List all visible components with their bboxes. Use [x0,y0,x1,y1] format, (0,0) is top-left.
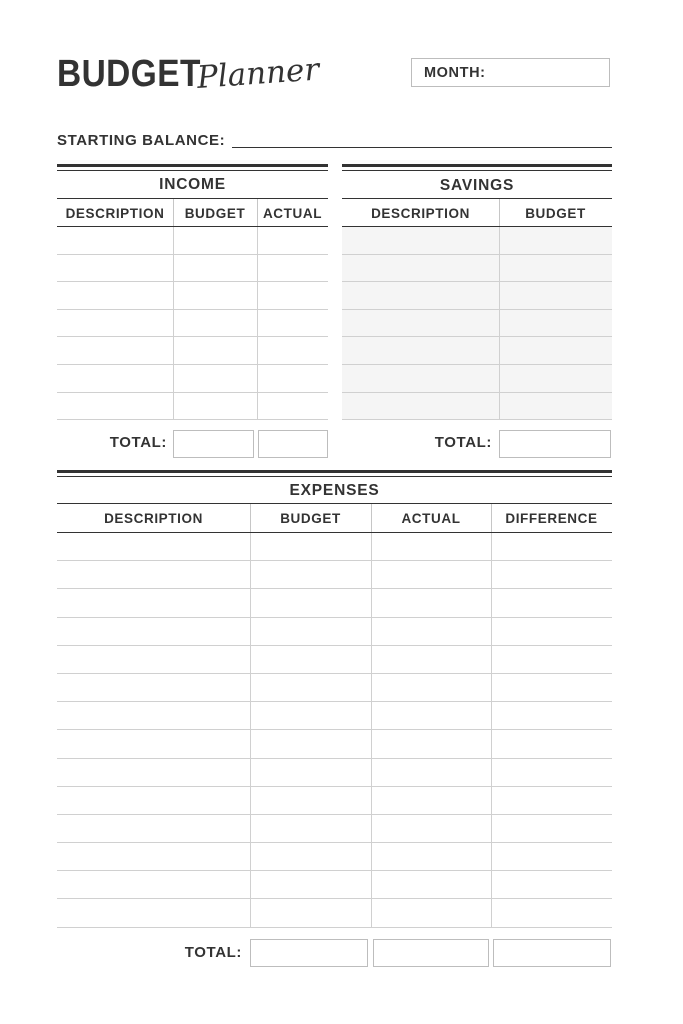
savings-row [342,254,612,282]
savings-total-budget-field[interactable] [499,430,611,458]
savings-row [342,364,612,392]
expenses-cell[interactable] [250,673,371,701]
income-cell[interactable] [173,254,257,282]
expenses-cell[interactable] [371,533,491,561]
expenses-cell[interactable] [491,814,612,842]
savings-title: SAVINGS [439,177,515,194]
expenses-row [57,899,612,927]
income-total-actual-field[interactable] [258,430,328,458]
income-row [57,364,328,392]
expenses-cell[interactable] [491,786,612,814]
savings-cell[interactable] [499,364,612,392]
income-title-rule [57,198,328,199]
expenses-cell[interactable] [491,673,612,701]
income-cell[interactable] [173,337,257,365]
expenses-cell[interactable] [491,899,612,927]
expenses-row [57,645,612,673]
expenses-cell[interactable] [371,899,491,927]
income-row [57,392,328,420]
savings-title-rule [342,198,612,199]
savings-table [342,227,612,420]
expenses-cell[interactable] [250,645,371,673]
expenses-total-actual-field[interactable] [373,939,489,967]
expenses-cell[interactable] [57,589,250,617]
expenses-row [57,786,612,814]
savings-header-divider [499,199,500,226]
month-field[interactable] [411,58,610,87]
income-col-budget: BUDGET [184,206,246,221]
expenses-cell[interactable] [491,617,612,645]
income-cell[interactable] [57,282,173,310]
savings-col-description: DESCRIPTION [371,206,470,221]
expenses-cell[interactable] [491,702,612,730]
income-cell[interactable] [57,337,173,365]
savings-col-budget: BUDGET [525,206,586,221]
income-cell[interactable] [257,392,328,420]
expenses-cell[interactable] [57,871,250,899]
expenses-cell[interactable] [57,533,250,561]
income-cell[interactable] [257,309,328,337]
expenses-total-label: TOTAL: [184,944,242,961]
savings-cell[interactable] [499,337,612,365]
expenses-col-description: DESCRIPTION [104,511,203,526]
expenses-cell[interactable] [491,730,612,758]
income-cell[interactable] [173,392,257,420]
income-total-label: TOTAL: [109,434,167,451]
expenses-title-rule [57,503,612,504]
savings-row [342,337,612,365]
savings-total-label: TOTAL: [434,434,492,451]
starting-balance-field[interactable] [232,147,612,148]
expenses-cell[interactable] [491,533,612,561]
expenses-cell[interactable] [250,617,371,645]
expenses-cell[interactable] [250,843,371,871]
page-title: BUDGET [57,53,201,95]
expenses-row [57,702,612,730]
expenses-cell[interactable] [250,899,371,927]
expenses-cell[interactable] [57,899,250,927]
expenses-cell[interactable] [250,702,371,730]
expenses-cell[interactable] [491,645,612,673]
expenses-cell[interactable] [57,786,250,814]
expenses-row [57,871,612,899]
expenses-row [57,843,612,871]
expenses-cell[interactable] [250,561,371,589]
expenses-cell[interactable] [371,786,491,814]
savings-cell[interactable] [342,337,499,365]
expenses-row [57,814,612,842]
expenses-cell[interactable] [57,702,250,730]
savings-cell[interactable] [499,392,612,420]
expenses-cell[interactable] [57,617,250,645]
expenses-cell[interactable] [371,758,491,786]
expenses-header-divider [491,504,492,532]
income-top-rule-thin [57,170,328,171]
savings-cell[interactable] [342,227,499,254]
income-cell[interactable] [257,282,328,310]
expenses-top-rule-thin [57,476,612,477]
income-cell[interactable] [257,254,328,282]
expenses-row [57,758,612,786]
savings-row [342,392,612,420]
income-cell[interactable] [257,337,328,365]
expenses-cell[interactable] [57,843,250,871]
expenses-cell[interactable] [371,645,491,673]
income-col-actual: ACTUAL [262,206,323,221]
expenses-table [57,533,612,928]
expenses-cell[interactable] [57,730,250,758]
savings-cell[interactable] [499,282,612,310]
expenses-cell[interactable] [491,843,612,871]
expenses-title: EXPENSES [289,482,380,499]
income-cell[interactable] [57,364,173,392]
income-col-description: DESCRIPTION [65,206,165,221]
savings-cell[interactable] [342,254,499,282]
income-cell[interactable] [173,282,257,310]
expenses-cell[interactable] [371,561,491,589]
savings-cell[interactable] [342,392,499,420]
expenses-cell[interactable] [250,786,371,814]
income-top-rule [57,164,328,167]
savings-row [342,282,612,310]
month-label: MONTH: [424,65,486,81]
savings-cell[interactable] [342,364,499,392]
savings-cell[interactable] [342,309,499,337]
savings-cell[interactable] [499,309,612,337]
savings-cell[interactable] [342,282,499,310]
expenses-cell[interactable] [250,730,371,758]
expenses-cell[interactable] [491,758,612,786]
expenses-col-budget: BUDGET [280,511,341,526]
expenses-cell[interactable] [250,533,371,561]
savings-row [342,227,612,254]
income-row [57,227,328,254]
expenses-cell[interactable] [371,617,491,645]
income-table [57,227,328,420]
expenses-cell[interactable] [57,758,250,786]
income-cell[interactable] [257,364,328,392]
income-row [57,254,328,282]
expenses-total-difference-field[interactable] [493,939,611,967]
income-cell[interactable] [57,254,173,282]
income-row [57,282,328,310]
savings-row [342,309,612,337]
expenses-row [57,533,612,561]
income-row [57,309,328,337]
expenses-cell[interactable] [371,814,491,842]
page-title-script: Planner [195,51,321,96]
expenses-cell[interactable] [371,702,491,730]
expenses-cell[interactable] [250,758,371,786]
income-cell[interactable] [173,364,257,392]
income-cell[interactable] [57,392,173,420]
expenses-row [57,561,612,589]
income-title: INCOME [159,176,226,193]
expenses-cell[interactable] [371,843,491,871]
expenses-cell[interactable] [57,645,250,673]
expenses-col-difference: DIFFERENCE [505,511,598,526]
income-cell[interactable] [173,309,257,337]
expenses-cell[interactable] [57,814,250,842]
expenses-cell[interactable] [57,561,250,589]
savings-cell[interactable] [499,254,612,282]
expenses-row [57,617,612,645]
expenses-header-divider [250,504,251,532]
expenses-row [57,589,612,617]
expenses-top-rule [57,470,612,473]
expenses-row [57,673,612,701]
savings-cell[interactable] [499,227,612,254]
expenses-cell[interactable] [250,814,371,842]
savings-top-rule [342,164,612,167]
expenses-row [57,730,612,758]
income-cell[interactable] [57,227,173,254]
starting-balance-label: STARTING BALANCE: [57,132,226,149]
income-header-divider [257,199,258,226]
savings-top-rule-thin [342,170,612,171]
expenses-cell[interactable] [371,730,491,758]
income-cell[interactable] [257,227,328,254]
expenses-cell[interactable] [491,589,612,617]
expenses-cell[interactable] [250,871,371,899]
expenses-total-budget-field[interactable] [250,939,368,967]
income-header-divider [173,199,174,226]
income-row [57,337,328,365]
expenses-cell[interactable] [250,589,371,617]
expenses-cell[interactable] [371,871,491,899]
expenses-cell[interactable] [491,561,612,589]
expenses-cell[interactable] [371,673,491,701]
income-total-budget-field[interactable] [173,430,254,458]
expenses-col-actual: ACTUAL [401,511,461,526]
income-cell[interactable] [57,309,173,337]
expenses-cell[interactable] [371,589,491,617]
income-cell[interactable] [173,227,257,254]
expenses-header-divider [371,504,372,532]
expenses-cell[interactable] [57,673,250,701]
expenses-cell[interactable] [491,871,612,899]
